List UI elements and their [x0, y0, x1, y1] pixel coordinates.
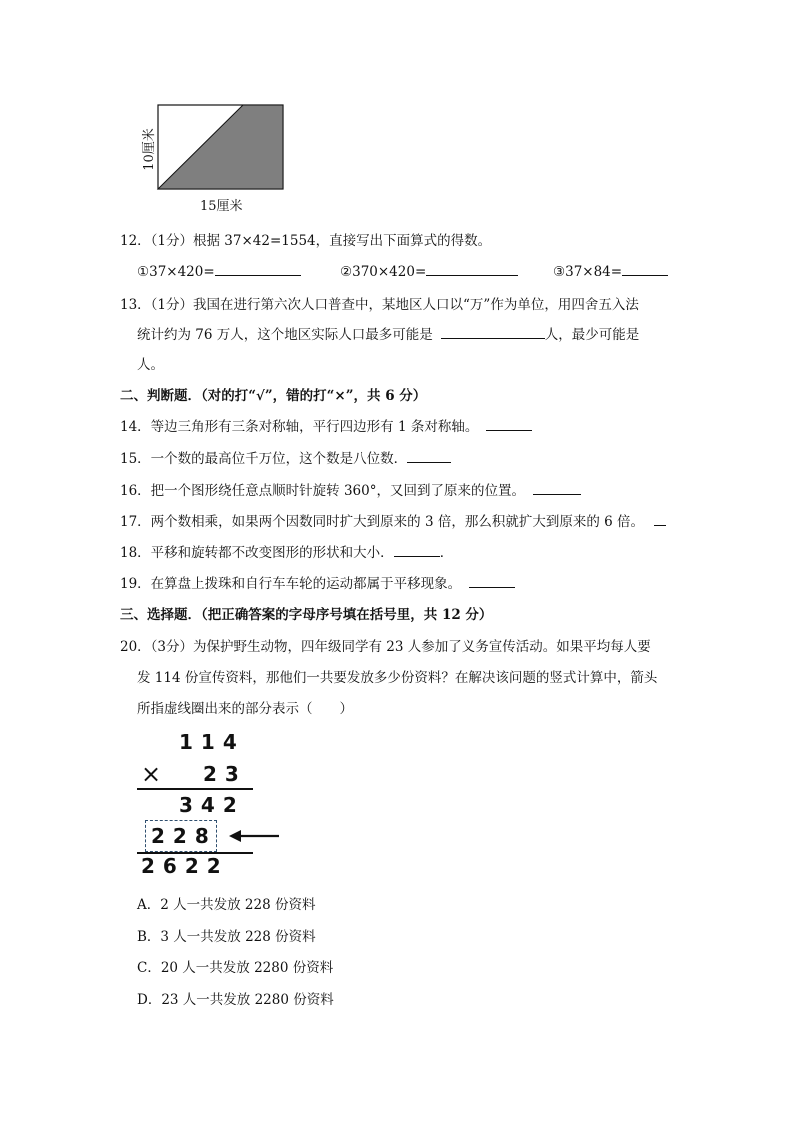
partial-product-2: 228 — [151, 824, 217, 848]
option-c[interactable]: C．20 人一共发放 2280 份资料 — [137, 960, 334, 976]
q14 — [120, 415, 532, 435]
option-a[interactable]: A．2 人一共发放 228 份资料 — [137, 897, 316, 913]
q12-item-3-text: ③37×84= — [553, 264, 623, 280]
multiplier: 23 — [203, 762, 247, 786]
q15 — [120, 447, 451, 467]
width-label: 15厘米 — [200, 199, 243, 214]
rule-line-1 — [137, 788, 253, 790]
q19-blank[interactable] — [469, 573, 515, 588]
q19 — [120, 572, 515, 592]
q12-blank-3[interactable] — [622, 261, 668, 276]
q12-item-1 — [137, 261, 301, 280]
q14-blank[interactable] — [486, 416, 532, 431]
vertical-multiplication — [137, 726, 287, 878]
q18-blank[interactable] — [394, 542, 440, 557]
rectangle-diagram — [140, 100, 290, 195]
q18 — [120, 541, 453, 561]
q18-text: 18．平移和旋转都不改变图形的形状和大小． — [120, 545, 394, 561]
q17-text: 17．两个数相乘，如果两个因数同时扩大到原来的 3 倍，那么积就扩大到原来的 6 倍。 — [120, 514, 645, 530]
q16-blank[interactable] — [533, 480, 581, 495]
q17 — [120, 510, 666, 530]
section2-title: 二、判断题．（对的打“√”，错的打“×”，共 6 分） — [120, 388, 427, 404]
q20-line2: 发 114 份宣传资料，那他们一共要发放多少份资料？在解决该问题的竖式计算中，箭头 — [137, 670, 658, 686]
q16 — [120, 479, 581, 499]
q17-blank[interactable] — [654, 511, 666, 526]
q12-blank-2[interactable] — [426, 261, 518, 276]
q13-line2b: 人，最少可能是 — [544, 327, 640, 343]
arrow-icon — [229, 826, 281, 846]
product-result: 2622 — [141, 854, 229, 878]
q12-blank-1[interactable] — [215, 261, 301, 276]
option-b[interactable]: B．3 人一共发放 228 份资料 — [137, 929, 316, 945]
q13-line2 — [137, 323, 639, 343]
q12-item-3 — [553, 261, 668, 280]
height-label: 10厘米 — [141, 128, 157, 171]
q12-item-1-text: ①37×420= — [137, 264, 215, 280]
partial-product-1: 342 — [179, 793, 245, 817]
q14-text: 14．等边三角形有三条对称轴，平行四边形有 1 条对称轴。 — [120, 419, 479, 435]
section3-title: 三、选择题．（把正确答案的字母序号填在括号里，共 12 分） — [120, 607, 493, 623]
q15-blank[interactable] — [407, 448, 451, 463]
q20-line3: 所指虚线圈出来的部分表示（ ） — [137, 701, 353, 717]
q13-line2a: 统计约为 76 万人，这个地区实际人口最多可能是 — [137, 327, 433, 343]
option-d[interactable]: D．23 人一共发放 2280 份资料 — [137, 992, 334, 1008]
q12-stem: 12．（1分）根据 37×42=1554，直接写出下面算式的得数。 — [120, 233, 492, 249]
q13-blank-max[interactable] — [441, 324, 545, 339]
q19-text: 19．在算盘上拨珠和自行车车轮的运动都属于平移现象。 — [120, 576, 462, 592]
q16-text: 16．把一个图形绕任意点顺时针旋转 360°，又回到了原来的位置。 — [120, 483, 525, 499]
q12-item-2 — [340, 261, 518, 280]
q13-line1: 13．（1分）我国在进行第六次人口普查中，某地区人口以“万”作为单位，用四舍五入法 — [120, 297, 639, 313]
q13-line3: 人。 — [137, 357, 164, 373]
multiplicand: 114 — [179, 730, 245, 754]
q20-line1: 20．（3分）为保护野生动物，四年级同学有 23 人参加了义务宣传活动。如果平均每人要 — [120, 639, 651, 655]
multiplier-sign: × — [141, 760, 170, 788]
q18-tail: ． — [439, 545, 454, 561]
rectangle-figure — [140, 100, 290, 218]
q15-text: 15．一个数的最高位千万位，这个数是八位数． — [120, 451, 408, 467]
q12-item-2-text: ②370×420= — [340, 264, 427, 280]
